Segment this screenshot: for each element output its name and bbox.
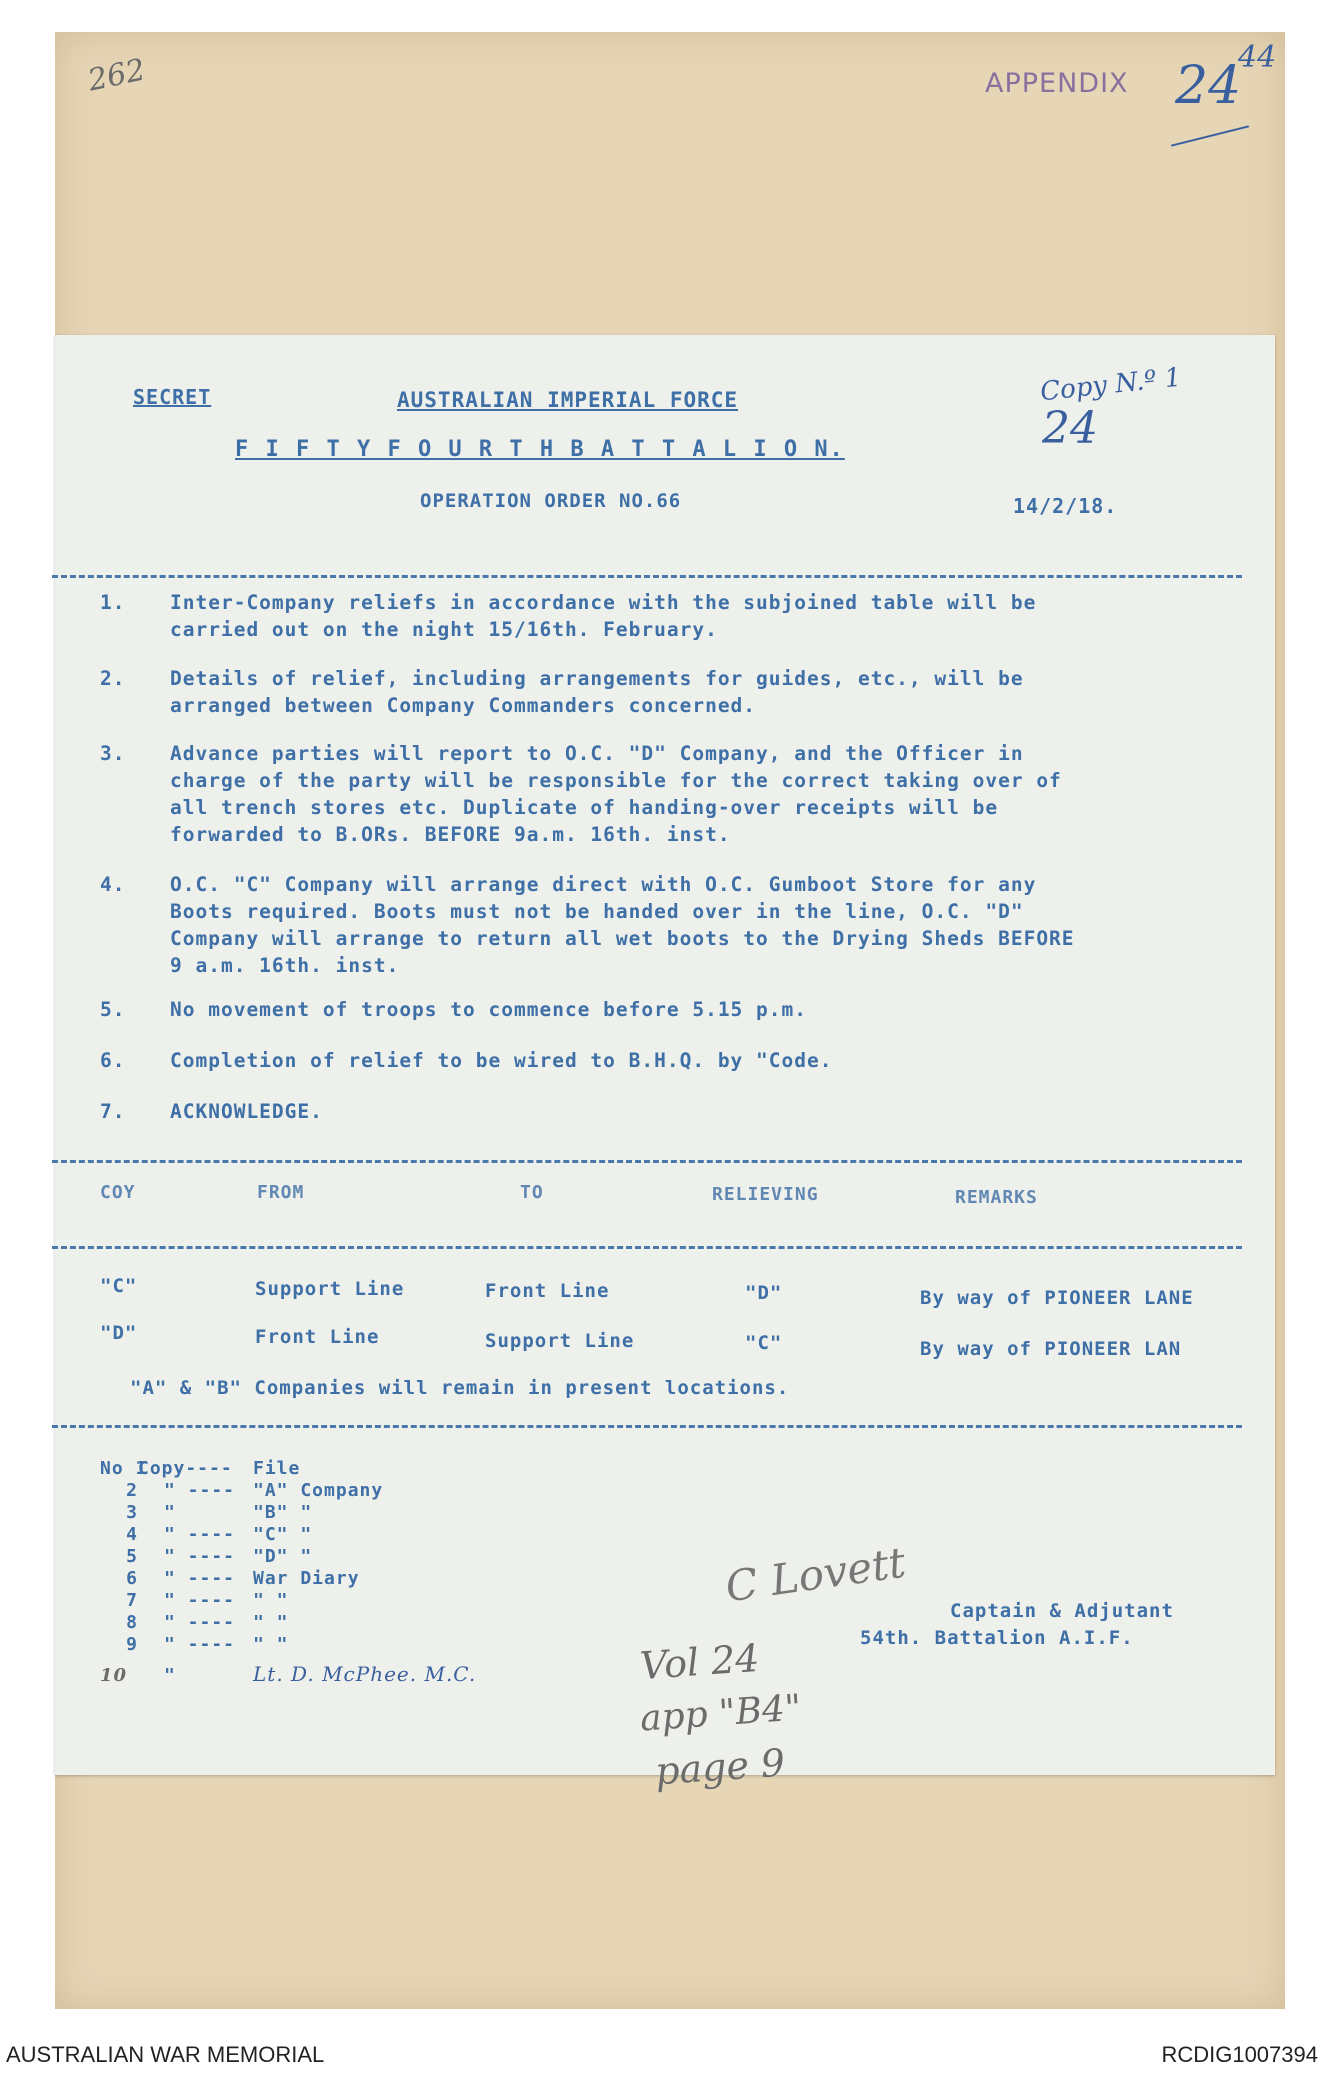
- signature-title: Captain & Adjutant: [950, 1600, 1174, 1622]
- paragraph-text: Inter-Company reliefs in accordance with the subjoined table will be carried out on the night 15/16th. February.: [170, 591, 1037, 641]
- table-top-rule: [52, 1160, 1242, 1163]
- list-item: 4 " ---- "C" ": [126, 1524, 313, 1545]
- table-header-to: TO: [520, 1182, 544, 1203]
- paragraph-text: Completion of relief to be wired to B.H.Q. by "Code.: [170, 1049, 833, 1072]
- distribution-list: [100, 1458, 700, 1698]
- table-cell-from: Front Line: [255, 1326, 380, 1348]
- pencil-note-line-2: app "B4": [638, 1687, 803, 1740]
- signature-unit: 54th. Battalion A.I.F.: [860, 1627, 1134, 1649]
- appendix-stamp: APPENDIX: [985, 68, 1129, 99]
- paragraph-number: 1.: [100, 591, 126, 614]
- table-cell-to: Support Line: [485, 1330, 635, 1352]
- list-item: 10 " Lt. D. McPhee. M.C.: [100, 1662, 477, 1686]
- table-header-coy: COY: [100, 1182, 136, 1203]
- paragraph-number: 4.: [100, 873, 126, 896]
- footer-item-id: RCDIG1007394: [1161, 2042, 1318, 2067]
- table-cell-to: Front Line: [485, 1280, 610, 1302]
- table-note: "A" & "B" Companies will remain in present locations.: [130, 1377, 790, 1399]
- paragraph-number: 2.: [100, 667, 126, 690]
- table-cell-relieving: "C": [745, 1332, 783, 1354]
- list-item: 2 " ---- "A" Company: [126, 1480, 384, 1501]
- header-rule: [52, 575, 1242, 578]
- copy-note-handwritten: Copy N.º 1: [1038, 362, 1183, 408]
- paragraph-number: 5.: [100, 998, 126, 1021]
- operation-order-number: OPERATION ORDER NO.66: [420, 490, 682, 512]
- list-item: 7 " ---- " ": [126, 1590, 289, 1611]
- list-item: No 1Copy---- File: [100, 1458, 301, 1479]
- paragraph-6: [100, 1047, 1235, 1074]
- pencil-note-line-3: page 9: [653, 1740, 787, 1794]
- paragraph-3: [100, 740, 1235, 848]
- footer-institution: AUSTRALIAN WAR MEMORIAL: [6, 2042, 325, 2067]
- classification-label: SECRET: [133, 385, 212, 409]
- list-item: 5 " ---- "D" ": [126, 1546, 313, 1567]
- table-cell-remarks: By way of PIONEER LAN: [920, 1338, 1182, 1360]
- list-item: 8 " ---- " ": [126, 1612, 289, 1633]
- paragraph-text: ACKNOWLEDGE.: [170, 1100, 323, 1123]
- paragraph-text: No movement of troops to commence before 5.15 p.m.: [170, 998, 807, 1021]
- paragraph-number: 6.: [100, 1049, 126, 1072]
- table-header-rule: [52, 1246, 1242, 1249]
- paragraph-text: O.C. "C" Company will arrange direct with O.C. Gumboot Store for any Boots required. Boots must not be handed over in the line, O.C. "D" Company will arrange to return all wet boots to the Drying Sheds BEFORE 9 a.m. 16th. inst.: [170, 873, 1075, 977]
- list-item: 9 " ---- " ": [126, 1634, 289, 1655]
- paragraph-7: [100, 1098, 1235, 1125]
- paragraph-4: [100, 871, 1235, 979]
- signature: C Lovett: [722, 1537, 909, 1612]
- order-date: 14/2/18.: [1013, 494, 1118, 518]
- pencil-folio-number: 262: [84, 52, 149, 99]
- paragraph-number: 7.: [100, 1100, 126, 1123]
- paragraph-number: 3.: [100, 742, 126, 765]
- table-cell-remarks: By way of PIONEER LANE: [920, 1287, 1194, 1309]
- table-header-from: FROM: [257, 1182, 305, 1203]
- folio-number: 44: [1238, 40, 1277, 75]
- unit-title: F I F T Y F O U R T H B A T T A L I O N.: [235, 437, 845, 462]
- table-cell-coy: "D": [100, 1322, 138, 1344]
- table-bottom-rule: [52, 1425, 1242, 1428]
- table-header-relieving: RELIEVING: [712, 1184, 819, 1205]
- paragraph-1: [100, 589, 1235, 643]
- copy-number-handwritten: 24: [1042, 403, 1098, 454]
- appendix-stamp-number: 24: [1175, 56, 1242, 116]
- table-cell-relieving: "D": [745, 1282, 783, 1304]
- pencil-note-line-1: Vol 24: [638, 1635, 761, 1689]
- paragraph-text: Details of relief, including arrangements for guides, etc., will be arranged between Company Commanders concerned.: [170, 667, 1024, 717]
- table-header-remarks: REMARKS: [955, 1187, 1038, 1208]
- paragraph-2: [100, 665, 1235, 719]
- list-item: 3 " "B" ": [126, 1502, 313, 1523]
- organisation-title: AUSTRALIAN IMPERIAL FORCE: [397, 388, 739, 412]
- table-cell-coy: "C": [100, 1275, 138, 1297]
- paragraph-5: [100, 996, 1235, 1023]
- paragraph-text: Advance parties will report to O.C. "D" Company, and the Officer in charge of the party will be responsible for the correct taking over of all trench stores etc. Duplicate of handing-over receipts will be forwarded to B.ORs. BEFORE 9a.m. 16th. inst.: [170, 742, 1062, 846]
- table-cell-from: Support Line: [255, 1278, 405, 1300]
- list-item: 6 " ---- War Diary: [126, 1568, 360, 1589]
